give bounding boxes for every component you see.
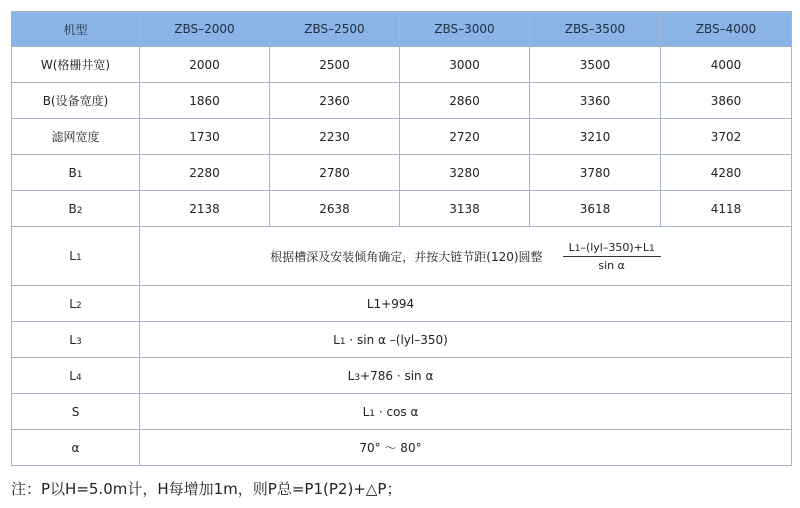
l3-formula-cell [140,322,792,358]
table-cell: 3280 [400,155,530,191]
num-b: –(lyl–350)+L [580,240,649,254]
l1-formula-cell [140,227,792,286]
table-cell: 3860 [661,83,792,119]
row-label-b1 [12,155,140,191]
row-label-b2 [12,191,140,227]
table-cell: 2860 [400,83,530,119]
header-zbs-3500: ZBS–3500 [530,12,661,47]
table-row-alpha [12,430,792,466]
header-row [12,12,792,47]
header-zbs-3000: ZBS–3000 [400,12,530,47]
label-sub: 2 [76,205,83,216]
alpha-formula: 70° ～ 80° [359,441,422,455]
label-sub: 3 [75,336,82,347]
table-row [12,191,792,227]
formula-rest: +786 · sin α [360,368,434,383]
table-cell: 2230 [270,119,400,155]
label-sub: 1 [76,169,83,180]
table-row [12,155,792,191]
label-main: L [69,368,76,383]
row-label-l1 [12,227,140,286]
formula-sub: 3 [354,372,361,383]
alpha-formula-cell [140,430,792,466]
row-label-l3 [12,322,140,358]
row-label-w: W(格栅井宽) [12,47,140,83]
table-cell: 2280 [140,155,270,191]
formula-main: L [333,332,340,347]
header-zbs-2500: ZBS–2500 [270,12,400,47]
header-zbs-2000: ZBS–2000 [140,12,270,47]
table-cell: 3500 [530,47,661,83]
table-cell: 4000 [661,47,792,83]
table-cell: 2638 [270,191,400,227]
table-row-l4 [12,358,792,394]
label-sub: 1 [75,253,82,263]
table-cell: 3138 [400,191,530,227]
table-cell: 4118 [661,191,792,227]
header-model: 机型 [12,12,140,47]
formula-main: L [362,404,370,419]
table-cell: 1730 [140,119,270,155]
num-b-sub: 1 [648,243,655,254]
label-main: B [68,165,77,180]
table-cell: 2780 [270,155,400,191]
formula-sub: 1 [369,408,376,419]
label-main: L [69,249,76,263]
row-label-alpha: α [12,430,140,466]
table-row [12,119,792,155]
fraction-denominator: sin α [598,258,625,272]
row-label-l4 [12,358,140,394]
l1-fraction [563,241,661,272]
formula-rest: · cos α [375,404,419,419]
row-label-s: S [12,394,140,430]
table-row [12,47,792,83]
table-cell: 3702 [661,119,792,155]
formula-sub: 1 [339,336,346,347]
footnote: 注：P以H=5.0m计，H每增加1m，则P总=P1(P2)+△P； [11,480,402,498]
spec-table [11,11,792,466]
label-sub: 4 [75,372,82,383]
label-main: L [69,332,76,347]
l2-formula: L1+994 [366,296,415,311]
table-row-l2 [12,286,792,322]
header-zbs-4000: ZBS–4000 [661,12,792,47]
l2-formula-cell [140,286,792,322]
table-cell: 4280 [661,155,792,191]
num-a: L [568,240,575,254]
table-cell: 2360 [270,83,400,119]
table-cell: 1860 [140,83,270,119]
fraction-numerator [563,241,661,257]
row-label-b: B(设备宽度) [12,83,140,119]
label-sub: 2 [75,300,82,311]
table-row-l3 [12,322,792,358]
table-cell: 2138 [140,191,270,227]
num-a-sub: 1 [574,243,581,254]
table-row-s [12,394,792,430]
table-cell: 2500 [270,47,400,83]
label-main: B [68,201,77,216]
table-cell: 3360 [530,83,661,119]
table-row-l1 [12,227,792,286]
formula-main: L [347,368,355,383]
table-cell: 3000 [400,47,530,83]
l4-formula-cell [140,358,792,394]
label-main: L [69,296,76,311]
row-label-screen-width: 滤网宽度 [12,119,140,155]
l1-formula [270,241,660,272]
table-cell: 2720 [400,119,530,155]
formula-rest: · sin α –(lyl–350) [345,332,448,347]
table-row [12,83,792,119]
table-cell: 3210 [530,119,661,155]
row-label-l2 [12,286,140,322]
l1-text: 根据槽深及安装倾角确定，并按大链节距(120)圆整 [270,249,543,264]
table-cell: 3780 [530,155,661,191]
table-cell: 3618 [530,191,661,227]
table-cell: 2000 [140,47,270,83]
s-formula-cell [140,394,792,430]
